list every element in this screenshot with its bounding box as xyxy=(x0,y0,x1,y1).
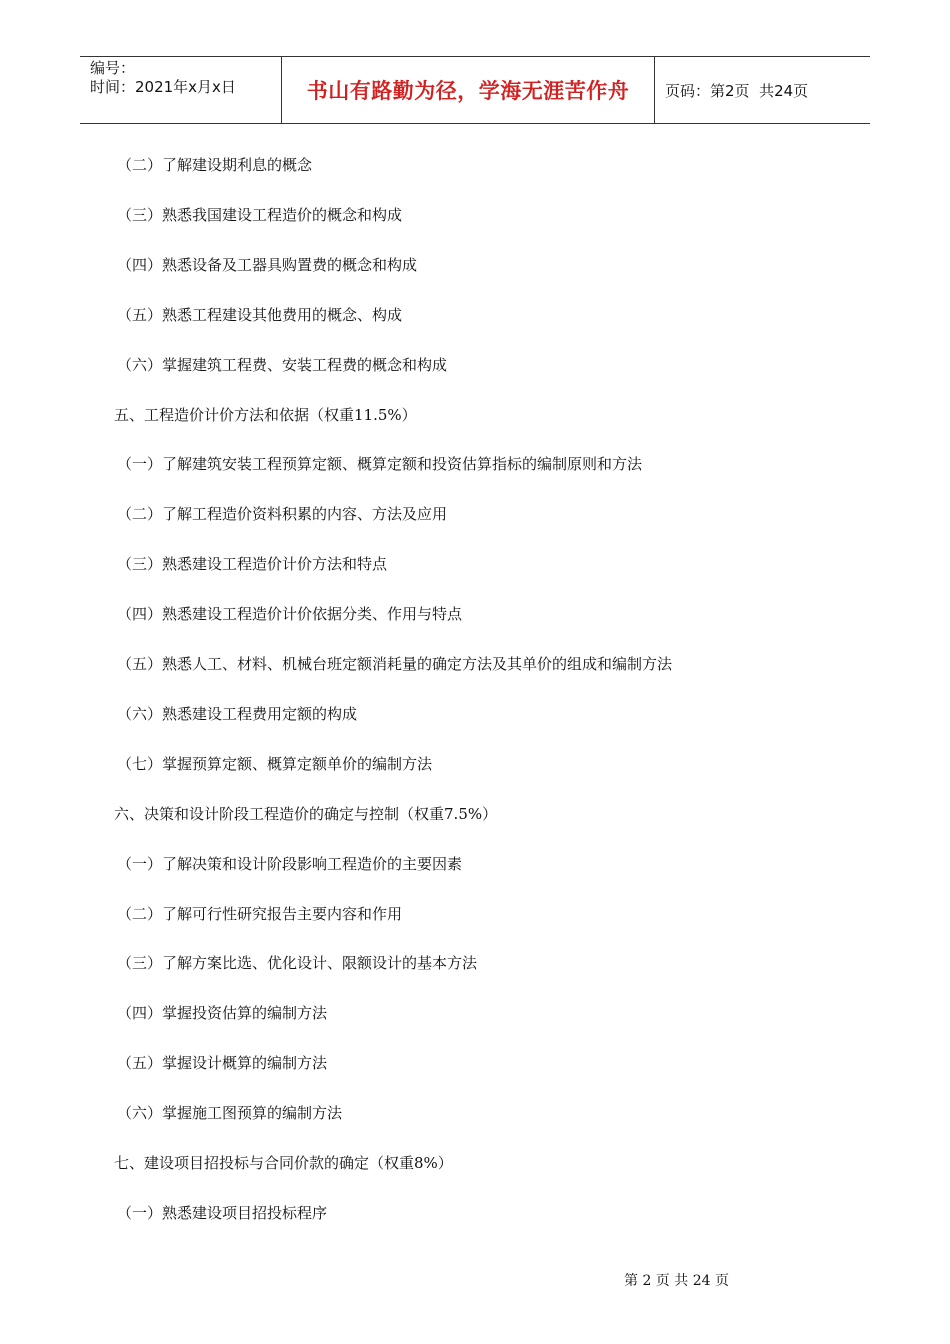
list-item: （三）熟悉我国建设工程造价的概念和构成 xyxy=(117,206,403,224)
header-motto: 书山有路勤为径，学海无涯苦作舟 xyxy=(306,79,630,103)
list-item: （五）熟悉人工、材料、机械台班定额消耗量的确定方法及其单价的组成和编制方法 xyxy=(117,655,673,673)
list-item: （一）熟悉建设项目招投标程序 xyxy=(117,1204,328,1222)
document-header xyxy=(80,56,870,124)
list-item: （四）熟悉设备及工器具购置费的概念和构成 xyxy=(117,256,418,274)
section-heading: 六、决策和设计阶段工程造价的确定与控制（权重7.5%） xyxy=(114,805,498,823)
list-item: （二）了解建设期利息的概念 xyxy=(117,156,313,174)
header-page-cell xyxy=(655,57,870,123)
list-item: （四）熟悉建设工程造价计价依据分类、作用与特点 xyxy=(117,605,463,623)
document-number-label: 编号： xyxy=(90,59,136,77)
header-motto-cell xyxy=(282,57,655,123)
section-heading: 五、工程造价计价方法和依据（权重11.5%） xyxy=(114,406,417,424)
list-item: （五）熟悉工程建设其他费用的概念、构成 xyxy=(117,306,403,324)
list-item: （七）掌握预算定额、概算定额单价的编制方法 xyxy=(117,755,433,773)
page-footer: 第 2 页 共 24 页 xyxy=(624,1273,729,1289)
list-item: （五）掌握设计概算的编制方法 xyxy=(117,1054,328,1072)
header-page-info: 页码：第2页 共24页 xyxy=(665,81,809,100)
list-item: （六）掌握建筑工程费、安装工程费的概念和构成 xyxy=(117,356,448,374)
list-item: （四）掌握投资估算的编制方法 xyxy=(117,1004,328,1022)
list-item: （三）熟悉建设工程造价计价方法和特点 xyxy=(117,555,388,573)
list-item: （一）了解建筑安装工程预算定额、概算定额和投资估算指标的编制原则和方法 xyxy=(117,455,643,473)
list-item: （一）了解决策和设计阶段影响工程造价的主要因素 xyxy=(117,855,463,873)
document-time-label: 时间：2021年x月x日 xyxy=(90,78,236,96)
list-item: （三）了解方案比选、优化设计、限额设计的基本方法 xyxy=(117,954,478,972)
list-item: （六）掌握施工图预算的编制方法 xyxy=(117,1104,343,1122)
list-item: （二）了解可行性研究报告主要内容和作用 xyxy=(117,905,403,923)
list-item: （二）了解工程造价资料积累的内容、方法及应用 xyxy=(117,505,448,523)
header-meta-cell xyxy=(80,57,282,123)
list-item: （六）熟悉建设工程费用定额的构成 xyxy=(117,705,358,723)
section-heading: 七、建设项目招投标与合同价款的确定（权重8%） xyxy=(114,1154,453,1172)
